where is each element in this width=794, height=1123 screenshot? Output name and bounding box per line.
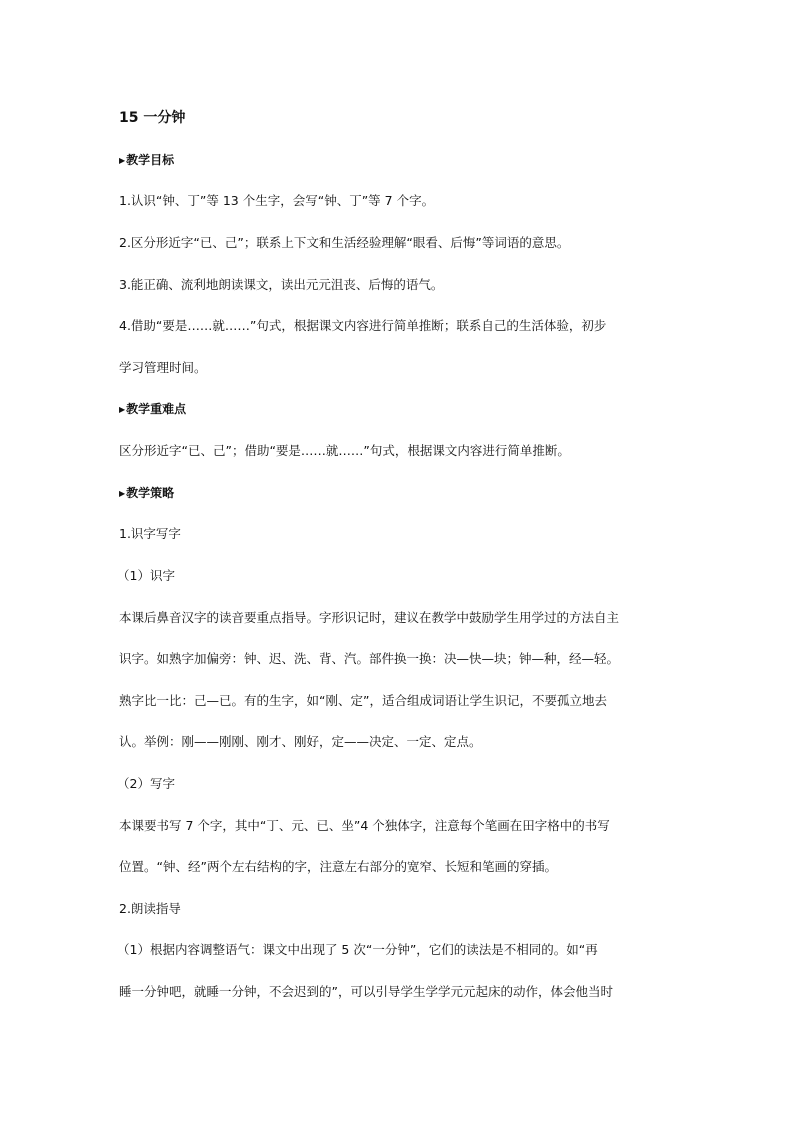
goal-item-2: 2.区分形近字“已、己”；联系上下文和生活经验理解“眼看、后悔”等词语的意思。 — [119, 235, 570, 250]
lesson-title: 15 一分钟 — [119, 110, 186, 126]
triangle-bullet-icon: ▶ — [119, 489, 126, 498]
strategy-part-1-title: 1.识字写字 — [119, 526, 181, 541]
section-heading-teaching-goals — [119, 152, 679, 169]
strategy-part-2-title: 2.朗读指导 — [119, 901, 181, 916]
section-heading-label: 教学目标 — [126, 153, 175, 167]
paragraph-line: 本课要书写 7 个字，其中“丁、元、已、坐”4 个独体字，注意每个笔画在田字格中的书写 — [119, 818, 610, 833]
paragraph-line: 认。举例：刚——刚刚、刚才、刚好，定——决定、一定、定点。 — [119, 734, 482, 749]
paragraph-line: 识字。如熟字加偏旁：钟、迟、洗、背、汽。部件换一换：决—快—块；钟—种，经—轻。 — [119, 651, 620, 666]
paragraph-line: 睡一分钟吧，就睡一分钟，不会迟到的”，可以引导学生学学元元起床的动作，体会他当时 — [119, 984, 613, 999]
section-heading-strategies — [119, 485, 679, 502]
goal-item-4-continued: 学习管理时间。 — [119, 360, 207, 375]
paragraph-line: 位置。“钟、经”两个左右结构的字，注意左右部分的宽窄、长短和笔画的穿插。 — [119, 859, 557, 874]
goal-item-3: 3.能正确、流利地朗读课文，读出元元沮丧、后悔的语气。 — [119, 277, 444, 292]
strategy-sub-1-title: （1）识字 — [117, 568, 175, 583]
section-heading-label: 教学策略 — [126, 486, 175, 500]
section-heading-label: 教学重难点 — [126, 402, 187, 416]
strategy-sub-2-title: （2）写字 — [117, 776, 175, 791]
paragraph-line: （1）根据内容调整语气：课文中出现了 5 次“一分钟”，它们的读法是不相同的。如“再 — [117, 942, 598, 957]
paragraph-line: 熟字比一比：己—已。有的生字，如“刚、定”，适合组成词语让学生识记，不要孤立地去 — [119, 693, 607, 708]
key-difficulties-text: 区分形近字“已、己”；借助“要是……就……”句式，根据课文内容进行简单推断。 — [119, 443, 570, 458]
triangle-bullet-icon: ▶ — [119, 405, 126, 414]
triangle-bullet-icon: ▶ — [119, 156, 126, 165]
paragraph-line: 本课后鼻音汉字的读音要重点指导。字形识记时，建议在教学中鼓励学生用学过的方法自主 — [119, 610, 620, 625]
section-heading-key-difficulties — [119, 401, 679, 418]
goal-item-1: 1.认识“钟、丁”等 13 个生字，会写“钟、丁”等 7 个字。 — [119, 193, 435, 208]
goal-item-4: 4.借助“要是……就……”句式，根据课文内容进行简单推断；联系自己的生活体验，初步 — [119, 318, 607, 333]
